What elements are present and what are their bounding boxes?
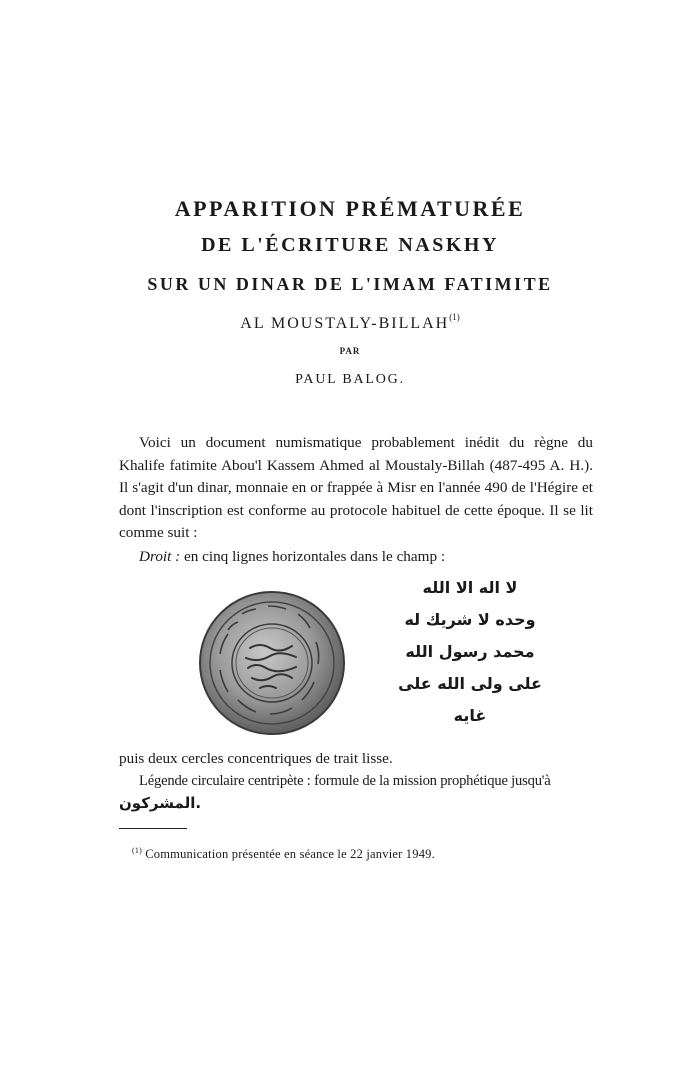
title-line-3: SUR UN DINAR DE L'IMAM FATIMITE	[147, 274, 553, 294]
paragraph-legende-arabic: المشركون.	[119, 794, 202, 812]
arabic-line-4: على ولى الله على	[398, 674, 542, 693]
footnote-marker: (1)	[132, 846, 142, 855]
paragraph-droit	[139, 546, 593, 569]
coin-image	[198, 590, 346, 736]
footnote-text: Communication présentée en séance le 22 janvier 1949.	[145, 847, 435, 861]
author-name: PAUL BALOG.	[295, 372, 405, 387]
arabic-line-3: محمد رسول الله	[405, 642, 535, 661]
droit-text: en cinq lignes horizontales dans le champ :	[180, 548, 446, 565]
title-line-4-text: AL MOUSTALY-BILLAH	[240, 315, 450, 332]
arabic-line-2: وحده لا شريك له	[404, 610, 536, 629]
footnote-rule	[119, 828, 187, 829]
title-footnote-marker: (1)	[449, 312, 460, 322]
paragraph-legende: Légende circulaire centripète : formule de la mission prophétique jusqu'à	[139, 773, 551, 789]
title-line-1: APPARITION PRÉMATURÉE	[174, 196, 526, 221]
footnote	[132, 846, 435, 862]
title-line-2: DE L'ÉCRITURE NASKHY	[201, 234, 499, 256]
droit-label: Droit :	[139, 548, 181, 565]
paragraph-intro: Voici un document numismatique probablement inédit du règne du Khalife fatimite Abou'l Kassem Ahmed al Moustaly-Billah (487-495 A. H.). Il s'agit d'un dinar, monnaie en or frappée à Misr en l'année 490 de l'Hégire et dont l'inscription est conforme au protocole habituel de cette époque. Il se lit comme suit :	[119, 434, 593, 541]
arabic-line-5: غايه	[453, 706, 487, 725]
paragraph-cercles: puis deux cercles concentriques de trait lisse.	[119, 750, 393, 767]
par-label: PAR	[339, 346, 361, 356]
title-line-4	[0, 312, 700, 333]
arabic-line-1: لا اله الا الله	[422, 578, 518, 597]
